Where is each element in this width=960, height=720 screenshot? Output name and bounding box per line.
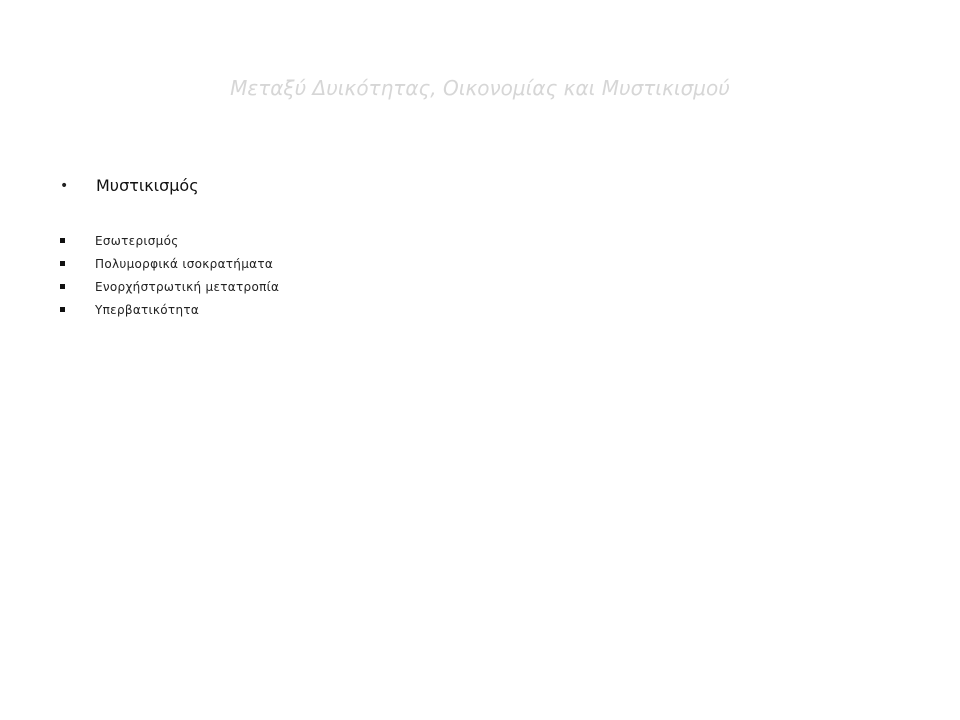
square-bullet-icon — [60, 261, 65, 266]
sub-point-label: Υπερβατικότητα — [95, 302, 200, 317]
sub-point-label: Εσωτερισμός — [95, 233, 179, 248]
sub-point-item — [60, 229, 279, 252]
round-bullet-icon: • — [60, 178, 69, 194]
sub-point-item — [60, 275, 279, 298]
slide-title: Μεταξύ Δυικότητας, Οικονομίας και Μυστικισμού — [230, 76, 730, 100]
main-bullet-point — [60, 174, 199, 198]
sub-point-label: Πολυμορφικά ισοκρατήματα — [95, 256, 274, 271]
sub-point-label: Ενορχήστρωτική μετατροπία — [95, 279, 280, 294]
square-bullet-icon — [60, 284, 65, 289]
main-point-label: Μυστικισμός — [96, 176, 199, 195]
square-bullet-icon — [60, 238, 65, 243]
square-bullet-icon — [60, 307, 65, 312]
sub-point-item — [60, 252, 279, 275]
sub-point-item — [60, 298, 279, 321]
sub-point-list — [60, 229, 279, 321]
